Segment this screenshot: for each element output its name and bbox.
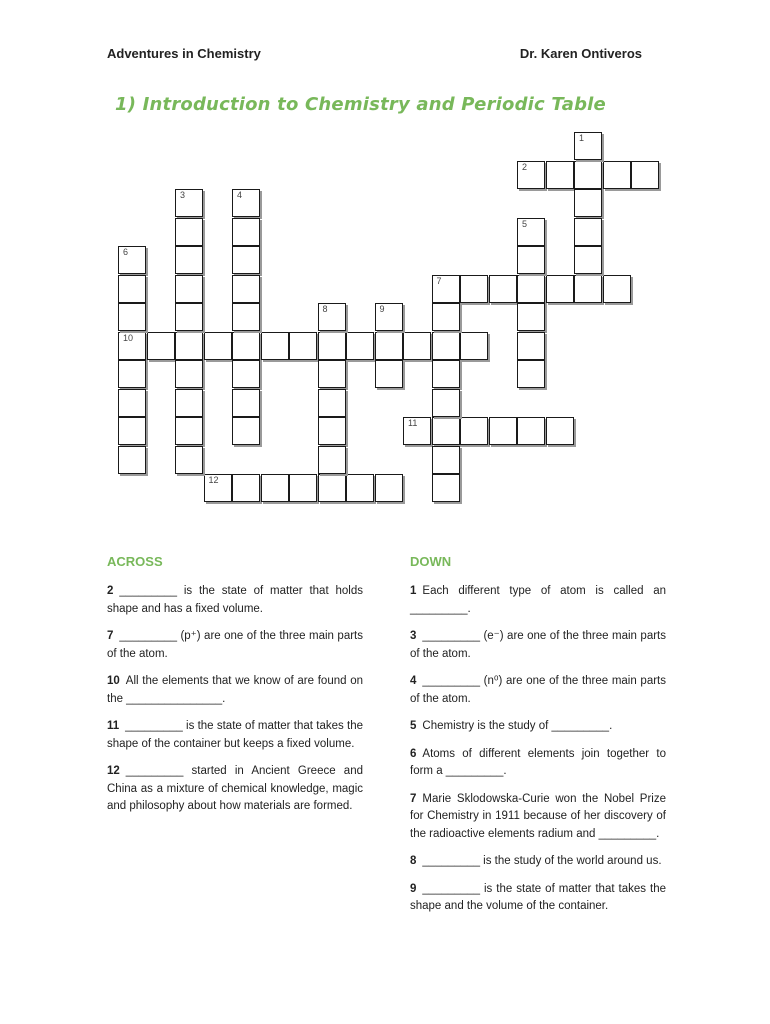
grid-cell[interactable]	[232, 275, 260, 303]
grid-cell[interactable]	[432, 389, 460, 417]
clue-number: 5	[522, 218, 528, 229]
grid-cell[interactable]	[432, 360, 460, 388]
grid-cell[interactable]	[118, 303, 146, 331]
grid-cell[interactable]	[232, 474, 260, 502]
clue-num: 4	[410, 675, 417, 687]
grid-cell[interactable]	[574, 275, 602, 303]
across-clue	[107, 628, 363, 663]
grid-cell[interactable]	[603, 275, 631, 303]
grid-cell[interactable]	[631, 161, 659, 189]
grid-cell[interactable]	[175, 246, 203, 274]
grid-cell[interactable]	[517, 218, 545, 246]
grid-cell[interactable]	[460, 417, 488, 445]
grid-cell[interactable]	[289, 332, 317, 360]
across-clue	[107, 718, 363, 753]
header-right: Dr. Karen Ontiveros	[519, 46, 642, 61]
grid-cell[interactable]	[375, 303, 403, 331]
clue-num: 6	[410, 747, 417, 760]
grid-cell[interactable]	[318, 389, 346, 417]
grid-cell[interactable]	[175, 417, 203, 445]
grid-cell[interactable]	[232, 417, 260, 445]
down-clue	[410, 718, 666, 736]
grid-cell[interactable]	[204, 474, 232, 502]
grid-cell[interactable]	[175, 389, 203, 417]
down-heading: DOWN	[410, 554, 452, 569]
grid-cell[interactable]	[517, 275, 545, 303]
grid-cell[interactable]	[318, 474, 346, 502]
grid-cell[interactable]	[232, 389, 260, 417]
grid-cell[interactable]	[346, 332, 374, 360]
clue-text: All the elements that we know of are found on the _______________.	[107, 675, 363, 705]
grid-cell[interactable]	[318, 446, 346, 474]
grid-cell[interactable]	[574, 246, 602, 274]
grid-cell[interactable]	[175, 446, 203, 474]
down-clue	[410, 628, 666, 663]
grid-cell[interactable]	[118, 246, 146, 274]
down-clue	[410, 881, 666, 916]
grid-cell[interactable]	[603, 161, 631, 189]
grid-cell[interactable]	[318, 303, 346, 331]
grid-cell[interactable]	[232, 332, 260, 360]
grid-cell[interactable]	[261, 332, 289, 360]
across-clue	[107, 673, 363, 708]
grid-cell[interactable]	[346, 474, 374, 502]
clue-num: 10	[107, 675, 120, 687]
clue-num: 11	[107, 720, 120, 732]
grid-cell[interactable]	[175, 218, 203, 246]
grid-cell[interactable]	[175, 303, 203, 331]
clue-text: _________ (e⁻) are one of the three main parts of the atom.	[410, 630, 666, 660]
grid-cell[interactable]	[147, 332, 175, 360]
grid-cell[interactable]	[546, 417, 574, 445]
grid-cell[interactable]	[375, 474, 403, 502]
grid-cell[interactable]	[517, 246, 545, 274]
grid-cell[interactable]	[546, 275, 574, 303]
grid-cell[interactable]	[318, 360, 346, 388]
grid-cell[interactable]	[318, 332, 346, 360]
grid-cell[interactable]	[118, 275, 146, 303]
down-clue	[410, 583, 666, 618]
grid-cell[interactable]	[375, 360, 403, 388]
grid-cell[interactable]	[574, 218, 602, 246]
clue-text: Each different type of atom is called an _________.	[410, 585, 666, 615]
grid-cell[interactable]	[118, 446, 146, 474]
grid-cell[interactable]	[460, 332, 488, 360]
clue-num: 2	[107, 585, 114, 597]
clue-text: _________ is the state of matter that takes the shape of the container but keeps a fixed volume.	[107, 720, 363, 750]
grid-cell[interactable]	[175, 360, 203, 388]
grid-cell[interactable]	[403, 332, 431, 360]
grid-cell[interactable]	[432, 417, 460, 445]
clue-text: _________ (n⁰) are one of the three main parts of the atom.	[410, 675, 666, 705]
clue-number: 1	[579, 133, 585, 143]
grid-cell[interactable]	[574, 189, 602, 217]
across-heading: ACROSS	[107, 554, 163, 569]
down-clues	[410, 583, 666, 926]
clue-number: 11	[408, 418, 418, 428]
across-clues	[107, 583, 363, 826]
grid-cell[interactable]	[318, 417, 346, 445]
down-clue	[410, 746, 666, 781]
clue-number: 12	[208, 475, 219, 485]
grid-cell[interactable]	[489, 275, 517, 303]
clue-number: 2	[522, 161, 528, 172]
down-clue	[410, 673, 666, 708]
grid-cell[interactable]	[232, 189, 260, 217]
clue-num: 1	[410, 585, 417, 597]
grid-cell[interactable]	[432, 275, 460, 303]
grid-cell[interactable]	[204, 332, 232, 360]
clue-number: 7	[436, 275, 442, 286]
grid-cell[interactable]	[517, 360, 545, 388]
grid-cell[interactable]	[232, 360, 260, 388]
grid-cell[interactable]	[118, 360, 146, 388]
clue-num: 8	[410, 855, 417, 867]
grid-cell[interactable]	[432, 474, 460, 502]
clue-text: Atoms of different elements join together to form a _________.	[410, 747, 666, 777]
grid-cell[interactable]	[118, 332, 146, 360]
page-title: 1) Introduction to Chemistry and Periodic Table	[115, 94, 606, 115]
clue-number: 8	[322, 304, 328, 314]
header-left: Adventures in Chemistry	[107, 46, 261, 61]
clue-text: _________ (p⁺) are one of the three main parts of the atom.	[107, 630, 363, 660]
clue-text: _________ is the state of matter that holds shape and has a fixed volume.	[107, 585, 363, 615]
grid-cell[interactable]	[574, 161, 602, 189]
grid-cell[interactable]	[232, 246, 260, 274]
grid-cell[interactable]	[175, 189, 203, 217]
clue-number: 10	[123, 332, 134, 343]
grid-cell[interactable]	[432, 332, 460, 360]
clue-num: 7	[410, 792, 417, 805]
grid-cell[interactable]	[232, 303, 260, 331]
grid-cell[interactable]	[460, 275, 488, 303]
grid-cell[interactable]	[118, 389, 146, 417]
clue-num: 9	[410, 882, 417, 895]
clue-text: _________ started in Ancient Greece and China as a mixture of chemical knowledge, magic and philosophy about how materials are formed.	[107, 765, 363, 812]
clue-number: 6	[123, 247, 129, 257]
grid-cell[interactable]	[432, 446, 460, 474]
grid-cell[interactable]	[489, 417, 517, 445]
grid-cell[interactable]	[517, 161, 545, 189]
grid-cell[interactable]	[175, 275, 203, 303]
clue-text: _________ is the study of the world around us.	[422, 855, 662, 867]
across-clue	[107, 763, 363, 816]
grid-cell[interactable]	[574, 132, 602, 160]
clue-num: 7	[107, 630, 114, 642]
clue-num: 12	[107, 765, 120, 777]
grid-cell[interactable]	[261, 474, 289, 502]
clue-num: 5	[410, 720, 417, 732]
clue-number: 9	[379, 304, 385, 314]
grid-cell[interactable]	[546, 161, 574, 189]
grid-cell[interactable]	[175, 332, 203, 360]
grid-cell[interactable]	[517, 332, 545, 360]
grid-cell[interactable]	[118, 417, 146, 445]
grid-cell[interactable]	[289, 474, 317, 502]
across-clue	[107, 583, 363, 618]
clue-text: Chemistry is the study of _________.	[422, 720, 613, 732]
grid-cell[interactable]	[517, 303, 545, 331]
clue-text: Marie Sklodowska-Curie won the Nobel Prize for Chemistry in 1911 because of her discovery of the radioactive elements radium and _________.	[410, 792, 666, 840]
grid-cell[interactable]	[517, 417, 545, 445]
grid-cell[interactable]	[403, 417, 431, 445]
grid-cell[interactable]	[232, 218, 260, 246]
clue-num: 3	[410, 630, 417, 642]
clue-number: 3	[180, 190, 186, 200]
down-clue	[410, 853, 666, 871]
down-clue	[410, 791, 666, 844]
clue-text: _________ is the state of matter that takes the shape and the volume of the container.	[410, 882, 666, 912]
clue-number: 4	[237, 190, 243, 200]
grid-cell[interactable]	[432, 303, 460, 331]
grid-cell[interactable]	[375, 332, 403, 360]
